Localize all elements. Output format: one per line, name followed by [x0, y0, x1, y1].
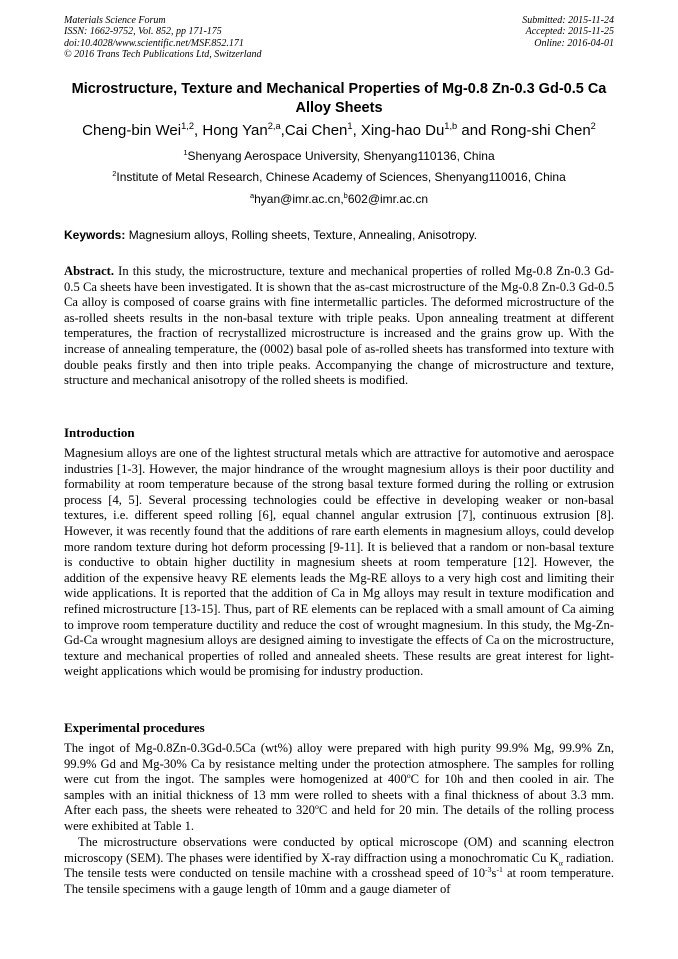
online-date: Online: 2016-04-01: [534, 37, 614, 49]
author-name: Cheng-bin Wei: [82, 122, 182, 139]
keywords-text: Magnesium alloys, Rolling sheets, Texture, Annealing, Anisotropy.: [125, 228, 478, 242]
email-link[interactable]: 602@imr.ac.cn: [347, 192, 429, 206]
affiliation-mark: 2: [112, 169, 117, 178]
abstract-paragraph: [64, 264, 614, 389]
exponent: -1: [496, 865, 503, 874]
experimental-paragraph-1: [64, 741, 614, 835]
keywords-line: [64, 228, 614, 243]
author-separator: ,: [280, 122, 285, 139]
author-list: [30, 121, 648, 141]
journal-name: Materials Science Forum: [64, 15, 166, 26]
author-affiliation-mark: 1,2: [181, 121, 195, 131]
affiliation-2: [30, 170, 648, 184]
journal-header-left: [64, 15, 262, 61]
affiliation-text: Shenyang Aerospace University, Shenyang110136, China: [187, 149, 495, 163]
keywords-label: Keywords:: [64, 228, 126, 242]
author-affiliation-mark: 2,a: [267, 121, 281, 131]
submitted-date: Submitted: 2015-11-24: [522, 15, 614, 26]
paper-title: Microstructure, Texture and Mechanical Properties of Mg-0.8 Zn-0.3 Gd-0.5 Ca Alloy Sheets: [71, 81, 607, 116]
author-name: Hong Yan: [202, 122, 268, 139]
affiliation-text: Institute of Metal Research, Chinese Academy of Sciences, Shenyang110016, China: [116, 170, 566, 184]
experimental-text: The microstructure observations were conducted by optical microscope (OM) and scanning electron microscopy (SEM). The phases were identified by X-ray diffraction using a monochromatic Cu K: [64, 835, 614, 865]
introduction-heading: Introduction: [64, 425, 135, 440]
author-name: Xing-hao Du: [360, 122, 445, 139]
copyright-line: © 2016 Trans Tech Publications Ltd, Switzerland: [64, 49, 262, 61]
author-name: Cai Chen: [284, 122, 348, 139]
abstract-text: In this study, the microstructure, texture and mechanical properties of rolled Mg-0.8 Zn-0.3 Gd-0.5 Ca sheets have been investigated. It is shown that the as-cast microstructure of the Mg-0.8 Zn-0.3 Gd-0.5 Ca alloy is composed of coarse grains with fine intermetallic particles. The deformed microstructure of the as-rolled sheets results in the non-basal texture with triple peaks. Upon annealing treatment at different temperatures, the fraction of recrystallized microstructure is increased and the grains grow up. With the increase of annealing temperature, the (0002) basal pole of as-rolled sheets has transformed into texture with double peaks firstly and then into triple peaks. Accompanying the change of microstructure and texture, structure and mechanical anisotropy of the rolled sheets is modified.: [64, 264, 614, 388]
author-affiliation-mark: 1: [347, 121, 353, 131]
exponent: -3: [485, 865, 492, 874]
author-name: Rong-shi Chen: [490, 122, 591, 139]
alpha-subscript: α: [558, 858, 563, 868]
introduction-paragraph: Magnesium alloys are one of the lightest structural metals which are attractive for automotive and aerospace industries [1-3]. However, the major hindrance of the wrought magnesium alloys is their poor ductility and formability at room temperature because of the strong basal texture formed during the rolling or extrusion process [4, 5]. Several processing technologies could be effective in developing weaker or non-basal textures, i.e. different speed rolling [6], equal channel angular extrusion [7], continuous extrusion [8]. However, it was recently found that the additions of rare earth elements in magnesium alloys, could develop more random texture during hot deform processing [9-11]. It is believed that a random or non-basal texture is conductive to obtain higher ductility in magnesium sheets at room temperature [12]. However, the addition of the expensive heavy RE elements leads the Mg-RE alloys to a very high cost and limiting their wide applications. It is reported that the addition of Ca in Mg alloys may result in texture modification and refined microstructure [13-15]. Thus, part of RE elements can be replaced with a small amount of Ca aiming to improve room temperature ductility and reduce the cost of wrought magnesium. In this study, the Mg-Zn-Gd-Ca wrought magnesium alloys are designed aiming to investigate the effects of Ca on the microstructure, texture and mechanical properties of rolled and annealed sheets. These results are great interest for light-weight applications which would be promising for industry production.: [64, 446, 614, 679]
abstract-label: Abstract.: [64, 264, 115, 278]
experimental-text: C and held for 20 min. The details of the rolling process were exhibited at Table 1.: [64, 803, 615, 833]
journal-header-right: [522, 15, 614, 49]
author-separator: ,: [194, 122, 203, 139]
doi-line: doi:10.4028/www.scientific.net/MSF.852.171: [64, 37, 244, 49]
author-separator: and: [457, 122, 491, 139]
email-mark: a: [249, 191, 255, 200]
affiliation-mark: 1: [183, 148, 188, 157]
issn-line: ISSN: 1662-9752, Vol. 852, pp 171-175: [64, 26, 222, 38]
experimental-text: radiation. The tensile tests were conducted on tensile machine with a crosshead speed of 10: [64, 850, 614, 881]
experimental-heading: Experimental procedures: [64, 720, 205, 735]
degree-mark: o: [406, 771, 411, 780]
experimental-text: at room temperature. The tensile specimens with a gauge length of 10mm and a gauge diameter of: [64, 866, 614, 896]
experimental-text: The ingot of Mg-0.8Zn-0.3Gd-0.5Ca (wt%) alloy were prepared with high purity 99.9% Mg, 99.9% Zn, 99.9% Gd and Mg-30% Ca by resistance melting under the protection atmosphere. The samples for rolling were cut from the ingot. The samples were homogenized at 400: [64, 741, 614, 787]
unit-text: s: [491, 866, 497, 881]
author-affiliation-mark: 1,b: [444, 121, 458, 131]
experimental-paragraph-2: [64, 835, 614, 897]
email-mark: b: [343, 191, 348, 200]
degree-mark: o: [314, 802, 319, 812]
experimental-text: C for 10h and then cooled in air. The samples with an initial thickness of 13 mm were rolled to sheets with a final thickness of about 3.3 mm. After each pass, the sheets were reheated to 320: [64, 772, 614, 818]
accepted-date: Accepted: 2015-11-25: [525, 26, 614, 38]
affiliation-1: [30, 149, 648, 163]
email-link[interactable]: hyan@imr.ac.cn,: [254, 192, 344, 206]
author-emails: [30, 192, 648, 206]
author-separator: ,: [352, 122, 361, 139]
author-affiliation-mark: 2: [590, 121, 596, 131]
